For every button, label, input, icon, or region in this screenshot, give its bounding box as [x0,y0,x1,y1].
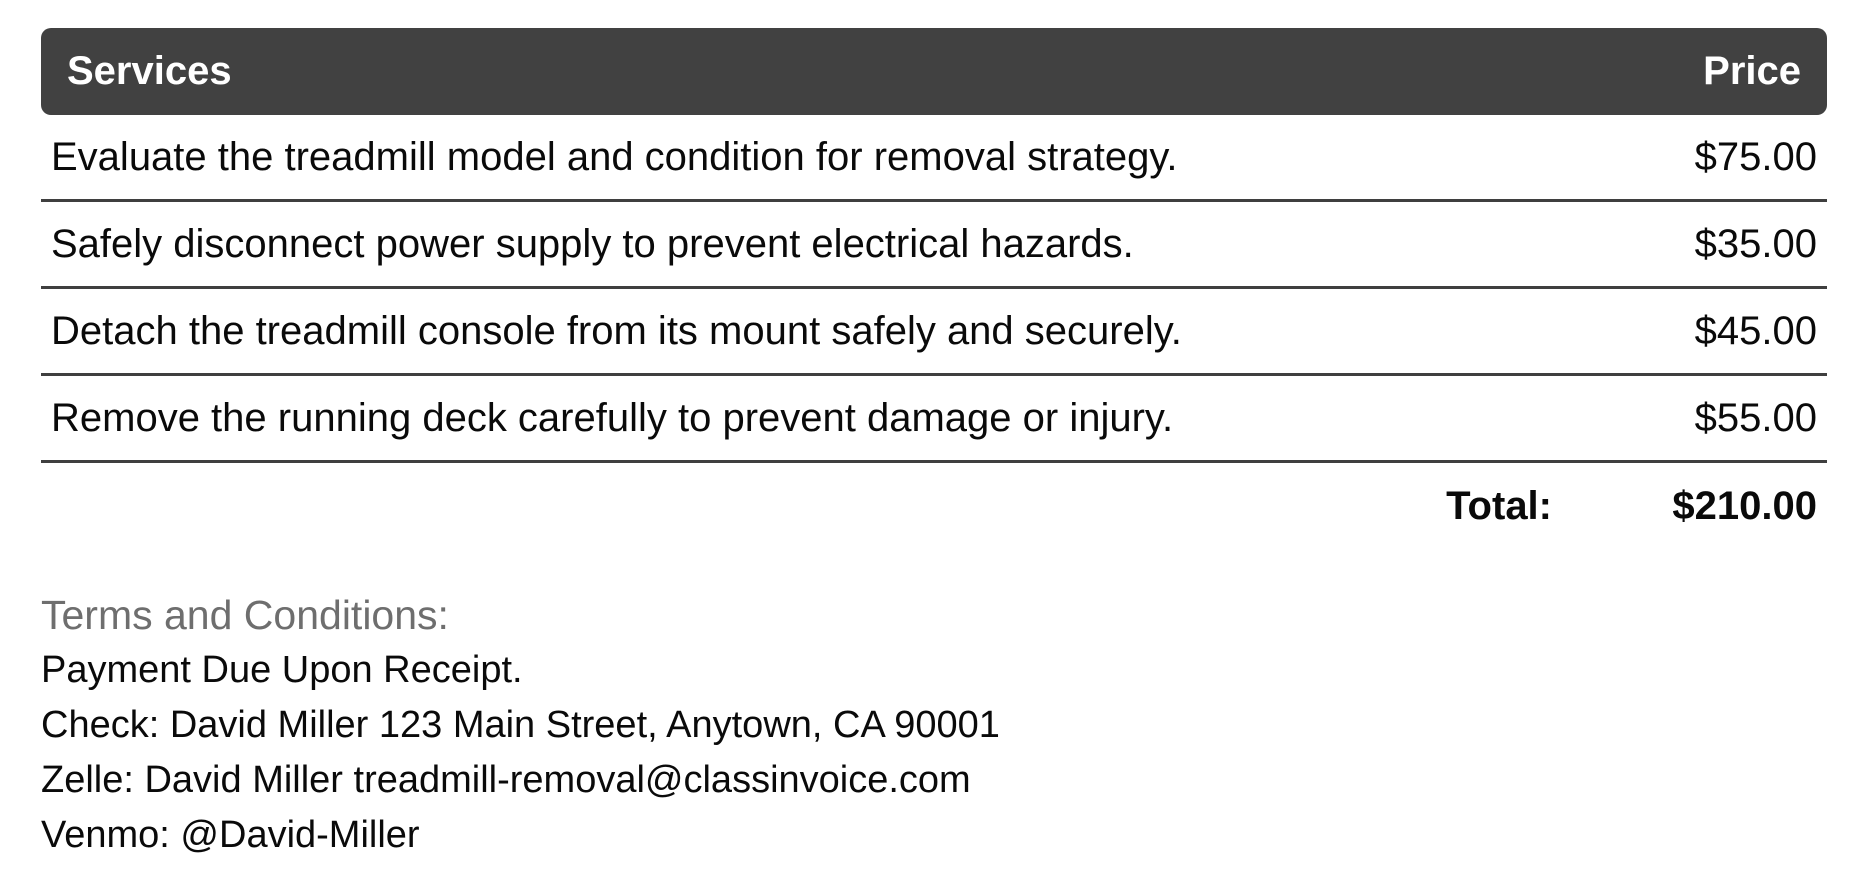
service-description: Detach the treadmill console from its mount safely and securely. [51,308,1182,353]
table-row [41,202,1827,289]
table-row [41,289,1827,376]
terms-section [41,588,1827,863]
table-row [41,115,1827,202]
service-description: Remove the running deck carefully to prevent damage or injury. [51,395,1174,440]
service-price: $45.00 [1694,308,1817,353]
service-description: Safely disconnect power supply to prevent electrical hazards. [51,221,1134,266]
service-price: $55.00 [1694,395,1817,440]
services-table-header [41,28,1827,115]
terms-line-payment: Payment Due Upon Receipt. [41,649,523,691]
terms-heading: Terms and Conditions: [41,592,449,638]
total-row [41,463,1827,550]
service-description: Evaluate the treadmill model and condition for removal strategy. [51,134,1178,179]
table-row [41,376,1827,463]
invoice-document [41,28,1827,863]
terms-line-check: Check: David Miller 123 Main Street, Anytown, CA 90001 [41,704,1000,746]
total-label: Total: [1446,484,1552,528]
terms-line-venmo: Venmo: @David-Miller [41,814,420,856]
total-amount: $210.00 [1672,484,1817,528]
terms-line-zelle: Zelle: David Miller treadmill-removal@classinvoice.com [41,759,971,801]
price-column-header: Price [1703,49,1801,93]
services-column-header: Services [67,49,232,93]
service-price: $35.00 [1694,221,1817,266]
service-price: $75.00 [1694,134,1817,179]
